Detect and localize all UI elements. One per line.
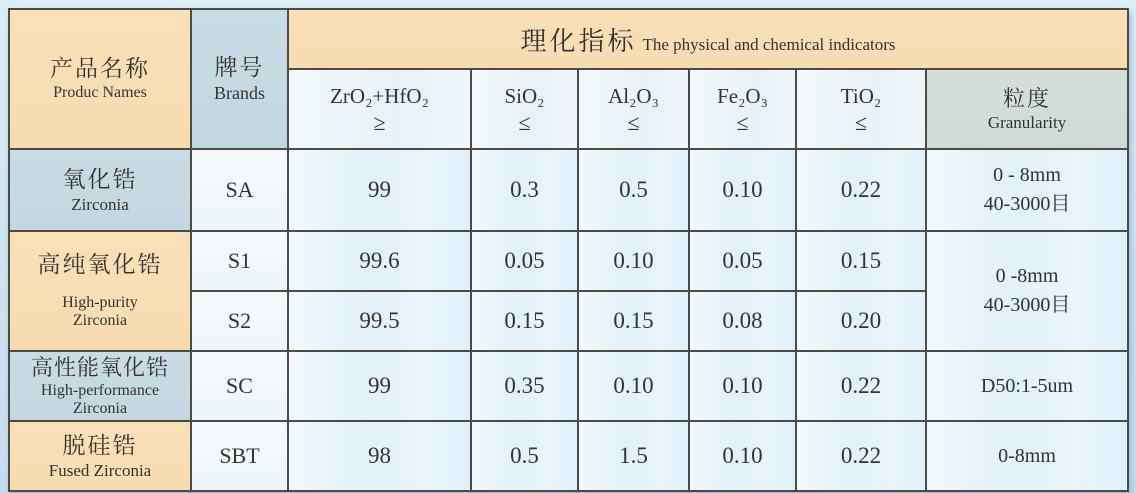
- value-cell: 0.22: [796, 149, 926, 231]
- granularity-line1: 0 - 8mm: [993, 164, 1061, 186]
- header-product-names: [9, 9, 191, 149]
- header-col-sio2: [471, 69, 578, 149]
- granularity-cell: [926, 149, 1128, 231]
- value-cell: 99: [288, 351, 471, 421]
- header-col-zro2-hfo2: [288, 69, 471, 149]
- header-col-fe2o3: [689, 69, 796, 149]
- granularity-line2: 40-3000目: [983, 294, 1071, 316]
- header-indicators-zh: 理化指标: [520, 26, 637, 56]
- row-label-fused-zirconia: [9, 421, 191, 491]
- row-label-high-purity-en2: Zirconia: [72, 312, 128, 330]
- value-cell: 0.22: [796, 351, 926, 421]
- value-cell: 0.08: [689, 291, 796, 351]
- granularity-line2: 40-3000目: [983, 193, 1071, 215]
- value-cell: 0.10: [578, 231, 689, 291]
- brand-cell: S1: [191, 231, 288, 291]
- brand-cell: SA: [191, 149, 288, 231]
- granularity-line1: 0 -8mm: [995, 265, 1059, 287]
- value-cell: 0.15: [578, 291, 689, 351]
- table-row-fused-sbt: [9, 421, 1128, 491]
- value-cell: 0.5: [578, 149, 689, 231]
- row-label-zirconia: [9, 149, 191, 231]
- granularity-cell: D50:1-5um: [926, 351, 1128, 421]
- row-label-high-performance-zirconia: [9, 351, 191, 421]
- row-label-high-purity-zh: 高纯氧化锆: [37, 252, 163, 278]
- value-cell: 0.15: [471, 291, 578, 351]
- header-granularity-en: Granularity: [987, 112, 1067, 132]
- table-row-high-purity-s1: [9, 231, 1128, 291]
- value-cell: 98: [288, 421, 471, 491]
- header-indicators: [288, 9, 1128, 69]
- header-indicators-en: The physical and chemical indicators: [642, 34, 896, 54]
- value-cell: 0.20: [796, 291, 926, 351]
- value-cell: 0.05: [471, 231, 578, 291]
- formula-fe2o3: Fe₂O₃: [717, 84, 768, 109]
- operator-lte-icon: ≤: [736, 109, 749, 135]
- value-cell: 0.05: [689, 231, 796, 291]
- row-label-zirconia-zh: 氧化锆: [62, 166, 138, 192]
- row-label-high-performance-en1: High-performance: [40, 381, 160, 399]
- brand-cell: S2: [191, 291, 288, 351]
- header-brands-en: Brands: [214, 83, 265, 104]
- value-cell: 0.15: [796, 231, 926, 291]
- formula-tio2: TiO₂: [840, 84, 882, 109]
- header-brands: [191, 9, 288, 149]
- header-granularity-zh: 粒度: [1003, 86, 1052, 112]
- value-cell: 99: [288, 149, 471, 231]
- header-product-names-en: Produc Names: [53, 84, 147, 102]
- header-brands-zh: 牌号: [214, 55, 265, 81]
- value-cell: 0.10: [689, 421, 796, 491]
- value-cell: 0.3: [471, 149, 578, 231]
- value-cell: 99.5: [288, 291, 471, 351]
- formula-sio2: SiO₂: [504, 84, 545, 109]
- row-label-high-performance-en2: Zirconia: [72, 399, 128, 417]
- value-cell: 99.6: [288, 231, 471, 291]
- row-label-high-purity-zirconia: [9, 231, 191, 351]
- operator-lte-icon: ≤: [627, 109, 640, 135]
- row-label-high-purity-en1: High-purity: [62, 293, 138, 311]
- value-cell: 0.10: [689, 149, 796, 231]
- zirconia-spec-table: [8, 8, 1129, 492]
- operator-lte-icon: ≤: [854, 109, 868, 135]
- header-col-tio2: [796, 69, 926, 149]
- formula-al2o3: Al₂O₃: [608, 84, 659, 109]
- value-cell: 0.10: [689, 351, 796, 421]
- header-product-names-zh: 产品名称: [50, 56, 150, 82]
- operator-lte-icon: ≤: [518, 109, 531, 135]
- header-col-al2o3: [578, 69, 689, 149]
- granularity-cell: 0-8mm: [926, 421, 1128, 491]
- operator-gte-icon: ≥: [373, 109, 386, 135]
- table-row-zirconia-sa: [9, 149, 1128, 231]
- granularity-cell-merged: [926, 231, 1128, 351]
- brand-cell: SC: [191, 351, 288, 421]
- value-cell: 0.35: [471, 351, 578, 421]
- value-cell: 0.22: [796, 421, 926, 491]
- value-cell: 1.5: [578, 421, 689, 491]
- row-label-high-performance-zh: 高性能氧化锆: [30, 355, 169, 380]
- value-cell: 0.5: [471, 421, 578, 491]
- row-label-zirconia-en: Zirconia: [71, 194, 129, 214]
- value-cell: 0.10: [578, 351, 689, 421]
- brand-cell: SBT: [191, 421, 288, 491]
- table-row-high-performance-sc: [9, 351, 1128, 421]
- header-granularity: [926, 69, 1128, 149]
- formula-zro2-hfo2: ZrO₂+HfO₂: [330, 84, 429, 109]
- row-label-fused-en: Fused Zirconia: [48, 460, 152, 480]
- row-label-fused-zh: 脱硅锆: [62, 433, 138, 459]
